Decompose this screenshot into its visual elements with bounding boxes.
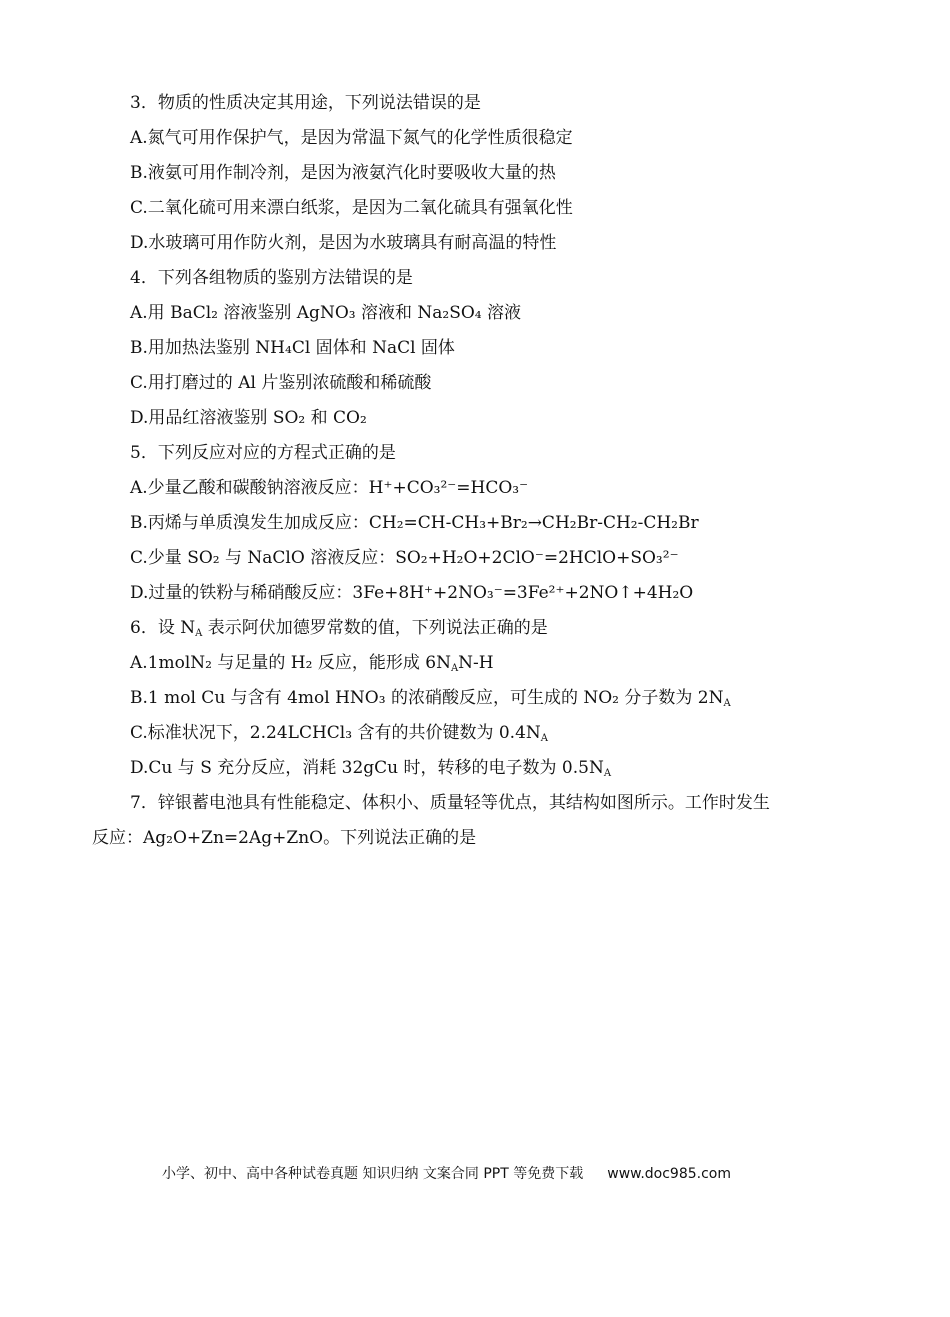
question-3-option-c: C.二氧化硫可用来漂白纸浆，是因为二氧化硫具有强氧化性 <box>130 198 573 218</box>
question-5-stem: 5．下列反应对应的方程式正确的是 <box>130 443 396 463</box>
question-3-stem: 3．物质的性质决定其用途，下列说法错误的是 <box>130 93 481 113</box>
question-6-option-d: D.Cu 与 S 充分反应，消耗 32gCu 时，转移的电子数为 $0.5N_A$ <box>130 758 612 779</box>
footer-url[interactable]: www.doc985.com <box>607 1166 731 1182</box>
question-5-option-a: A.少量乙酸和碳酸钠溶液反应：H⁺+CO₃²⁻=HCO₃⁻ <box>130 478 529 498</box>
question-4-option-d: D.用品红溶液鉴别 SO₂ 和 CO₂ <box>130 408 367 428</box>
question-4-option-a: A.用 BaCl₂ 溶液鉴别 AgNO₃ 溶液和 Na₂SO₄ 溶液 <box>130 303 521 323</box>
question-6-option-a: A.1molN₂ 与足量的 H₂ 反应，能形成 $6N_AN-H$ <box>130 653 494 674</box>
question-4-option-b: B.用加热法鉴别 NH₄Cl 固体和 NaCl 固体 <box>130 338 455 358</box>
question-6-option-b: B.1 mol Cu 与含有 4mol HNO₃ 的浓硝酸反应，可生成的 NO₂ 分子数为 $2N_A$ <box>130 688 731 709</box>
question-4-option-c: C.用打磨过的 Al 片鉴别浓硫酸和稀硫酸 <box>130 373 432 393</box>
question-6-option-c: C.标准状况下，2.24LCHCl₃ 含有的共价键数为 $0.4N_A$ <box>130 723 548 744</box>
question-3-option-a: A.氮气可用作保护气，是因为常温下氮气的化学性质很稳定 <box>130 128 573 148</box>
question-6-stem: 6．设 $N_A$ 表示阿伏加德罗常数的值，下列说法正确的是 <box>130 618 548 639</box>
question-4-stem: 4．下列各组物质的鉴别方法错误的是 <box>130 268 413 288</box>
question-5-option-c: C.少量 SO₂ 与 NaClO 溶液反应：SO₂+H₂O+2ClO⁻=2HClO+SO₃²⁻ <box>130 548 679 568</box>
question-5-option-d: D.过量的铁粉与稀硝酸反应：3Fe+8H⁺+2NO₃⁻=3Fe²⁺+2NO↑+4H₂O <box>130 583 694 603</box>
question-3-option-d: D.水玻璃可用作防火剂，是因为水玻璃具有耐高温的特性 <box>130 233 557 253</box>
question-7-stem-line-2: 反应：Ag₂O+Zn=2Ag+ZnO。下列说法正确的是 <box>92 828 477 848</box>
question-7-stem-line-1: 7．锌银蓄电池具有性能稳定、体积小、质量轻等优点，其结构如图所示。工作时发生 <box>130 793 770 813</box>
footer-text: 小学、初中、高中各种试卷真题 知识归纳 文案合同 PPT 等免费下载 <box>162 1166 584 1182</box>
question-5-option-b: B.丙烯与单质溴发生加成反应：CH₂=CH-CH₃+Br₂→CH₂Br-CH₂-CH₂Br <box>130 513 699 533</box>
question-3-option-b: B.液氨可用作制冷剂，是因为液氨汽化时要吸收大量的热 <box>130 163 556 183</box>
page-footer <box>162 1164 731 1184</box>
